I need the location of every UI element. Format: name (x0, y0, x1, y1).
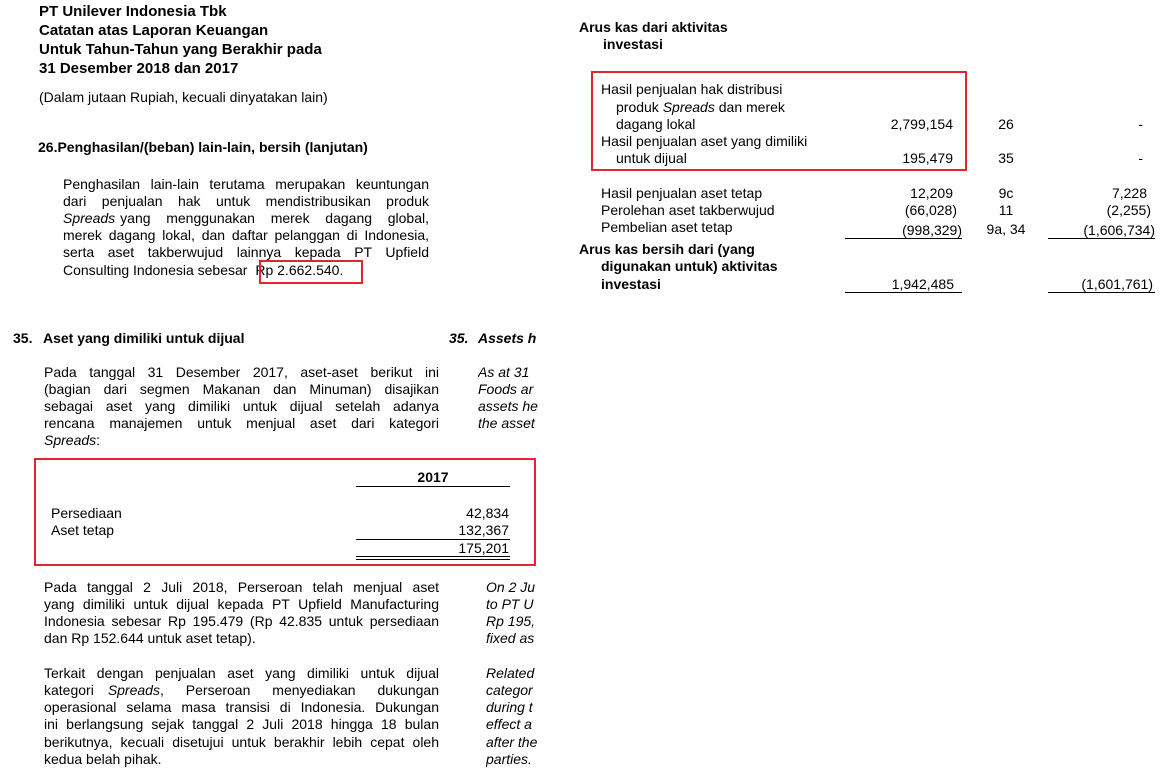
amount-highlight-box (259, 260, 363, 284)
column-rule-2017 (1048, 238, 1155, 239)
text-line (63, 210, 429, 227)
cashflow-value-2018: 12,209 (910, 185, 953, 201)
text-line: Foods ar (478, 381, 534, 397)
table-total-value: 175,201 (458, 540, 509, 556)
note35-en-number: 35. (449, 330, 469, 346)
total-double-rule (356, 556, 510, 560)
report-title: Catatan atas Laporan Keuangan (39, 22, 269, 39)
text-line: categor (486, 682, 533, 698)
text-segment: produk (616, 99, 663, 115)
period: . (339, 262, 344, 278)
spreads-term: Spreads (662, 99, 715, 115)
text-line: As at 31 (478, 364, 530, 380)
text-line: serta aset takberwujud lainnya kepada PT Upfield (63, 244, 429, 260)
cashflow-heading-cont: investasi (603, 36, 663, 52)
spreads-term: Spreads (44, 432, 97, 448)
cashflow-note-ref: 26 (998, 116, 1014, 132)
amount-highlight: Rp 2.662.540 (255, 262, 340, 278)
text-line: On 2 Ju (486, 579, 536, 595)
table-row-label: Persediaan (51, 505, 122, 521)
text-line (44, 432, 100, 449)
text-segment: yang menggunakan merek dagang global, (120, 210, 429, 226)
text-line: after the (486, 734, 538, 750)
text-line: during t (486, 699, 533, 715)
text-line: sebagai aset yang dimiliki untuk dijual setelah adanya (44, 398, 439, 414)
text-segment: , Perseroan menyediakan dukungan (159, 682, 439, 698)
text-line: Penghasilan lain-lain terutama merupakan keuntungan (63, 176, 429, 192)
text-line: ini berlangsung sejak tanggal 2 Juli 2018 hingga 18 bulan (44, 716, 439, 732)
text-segment: kategori (44, 682, 94, 698)
text-line: (bagian dari segmen Makanan dan Minuman) disajikan (44, 381, 439, 397)
cashflow-value-2017: - (1138, 116, 1143, 132)
spreads-term: Spreads (107, 682, 160, 698)
text-line: Terkait dengan penjualan aset yang dimiliki untuk dijual (44, 665, 439, 681)
cashflow-value-2017: (1,606,734) (1083, 222, 1155, 238)
cashflow-net-value-2017: (1,601,761) (1081, 276, 1153, 292)
text-line: the asset (478, 415, 535, 431)
cashflow-note-ref: 9a, 34 (986, 221, 1026, 237)
cashflow-value-2017: 7,228 (1111, 185, 1147, 201)
cashflow-item-label: Hasil penjualan hak distribusi (601, 81, 783, 97)
net-rule-2018 (845, 292, 962, 293)
net-rule-2017 (1048, 292, 1155, 293)
text-line: to PT U (486, 596, 534, 612)
text-segment: : (96, 432, 101, 448)
text-line: Pada tanggal 31 Desember 2017, aset-aset berikut ini (44, 364, 439, 380)
text-line: fixed as (486, 630, 535, 646)
text-line: kedua belah pihak. (44, 751, 162, 767)
note35-heading: Aset yang dimiliki untuk dijual (43, 330, 245, 346)
cashflow-net-value-2018: 1,942,485 (891, 276, 954, 292)
spreads-term: Spreads (63, 210, 116, 226)
table-row-label: Aset tetap (51, 522, 115, 538)
cashflow-item-label: Pembelian aset tetap (601, 219, 733, 235)
note35-number: 35. (13, 330, 33, 346)
text-segment: Consulting Indonesia sebesar (63, 262, 248, 278)
unit-note: (Dalam jutaan Rupiah, kecuali dinyatakan lain) (39, 89, 328, 105)
cashflow-value-2018: (998,329) (902, 222, 962, 238)
text-line: Related (486, 665, 535, 681)
company-name: PT Unilever Indonesia Tbk (39, 3, 227, 20)
cashflow-net-label: investasi (601, 276, 661, 292)
cashflow-value-2018: 2,799,154 (890, 116, 953, 132)
table-year-header: 2017 (417, 469, 449, 485)
report-period-line: Untuk Tahun-Tahun yang Berakhir pada (39, 41, 322, 58)
cashflow-item-label: Hasil penjualan aset yang dimiliki (601, 133, 808, 149)
cashflow-value-2017: - (1138, 150, 1143, 166)
cashflow-item-label: dagang lokal (616, 116, 696, 132)
cashflow-heading: Arus kas dari aktivitas (579, 19, 728, 35)
text-segment: dan merek (714, 99, 785, 115)
cashflow-item-label: untuk dijual (616, 150, 687, 166)
text-line (44, 682, 439, 699)
cashflow-item-label (616, 99, 785, 116)
text-line: operasional selama masa transisi di Indonesia. Dukungan (44, 699, 439, 715)
text-line: merek dagang lokal, dan daftar pelanggan di Indonesia, (63, 227, 429, 243)
text-line: Rp 195, (486, 613, 536, 629)
report-date-line: 31 Desember 2018 dan 2017 (39, 60, 239, 77)
text-line: assets he (478, 398, 538, 414)
cashflow-note-ref: 11 (998, 202, 1014, 218)
text-line: effect a (486, 716, 532, 732)
text-line: berikutnya, kecuali disetujui untuk berakhir lebih cepat oleh (44, 734, 439, 750)
text-line: Pada tanggal 2 Juli 2018, Perseroan telah menjual aset (44, 579, 439, 595)
text-line: dari penjualan hak untuk mendistribusikan produk (63, 193, 429, 209)
table-row-value: 42,834 (466, 505, 509, 521)
note35-en-heading: Assets h (478, 330, 537, 346)
table-row-value: 132,367 (458, 522, 509, 538)
cashflow-net-label: Arus kas bersih dari (yang (579, 241, 755, 257)
text-line: parties. (486, 751, 532, 767)
cashflow-item-label: Perolehan aset takberwujud (601, 202, 775, 218)
cashflow-value-2018: (66,028) (904, 202, 957, 218)
cashflow-net-label: digunakan untuk) aktivitas (601, 258, 778, 274)
text-line: yang dimiliki untuk dijual kepada PT Upfield Manufacturing (44, 596, 439, 612)
note26-heading: 26.Penghasilan/(beban) lain-lain, bersih (lanjutan) (38, 139, 368, 155)
text-line: Indonesia sebesar Rp 195.479 (Rp 42.835 untuk persediaan (44, 613, 439, 629)
cashflow-value-2018: 195,479 (902, 150, 953, 166)
cashflow-note-ref: 9c (998, 185, 1014, 201)
cashflow-item-label: Hasil penjualan aset tetap (601, 185, 763, 201)
text-line: rencana manajemen untuk menjual aset dari kategori (44, 415, 439, 431)
column-rule-2018 (845, 238, 962, 239)
text-line: dan Rp 152.644 untuk aset tetap). (44, 630, 256, 646)
cashflow-value-2017: (2,255) (1106, 202, 1151, 218)
cashflow-note-ref: 35 (998, 150, 1014, 166)
header-underline (356, 486, 510, 487)
